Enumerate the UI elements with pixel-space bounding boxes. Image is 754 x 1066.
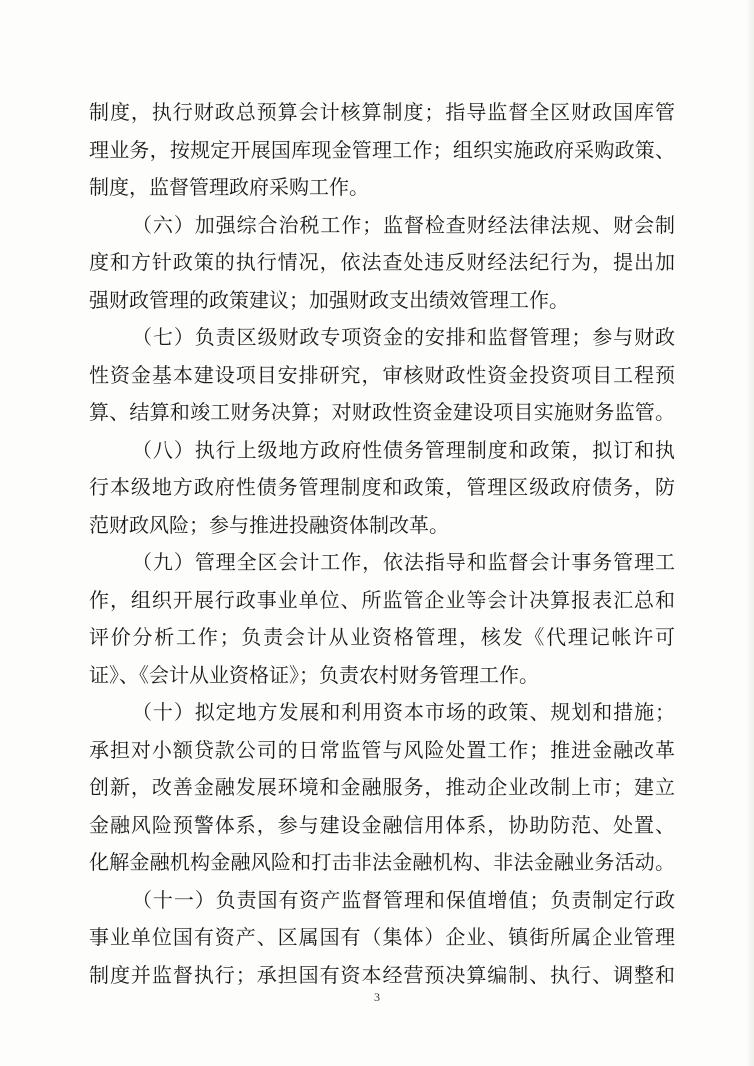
- text-line: 制度，监督管理政府采购工作。: [89, 175, 369, 199]
- text-line: 度和方针政策的执行情况，依法查处违反财经法纪行为，提出加: [89, 250, 675, 274]
- scan-edge-shadow: [746, 0, 754, 1066]
- text-line: 制度，执行财政总预算会计核算制度；指导监督全区财政国库管: [89, 100, 675, 124]
- text-line: 金融风险预警体系，参与建设金融信用体系，协助防范、处置、: [89, 812, 675, 837]
- text-line: （十一）负责国有资产监督管理和保值增值；负责制定行政: [132, 887, 675, 912]
- text-line: 理业务，按规定开展国库现金管理工作；组织实施政府采购政策、: [89, 137, 675, 162]
- text-line: 范财政风险；参与推进投融资体制改革。: [89, 512, 449, 537]
- text-line: （九）管理全区会计工作，依法指导和监督会计事务管理工: [132, 550, 675, 574]
- text-line: 算、结算和竣工财务决算；对财政性资金建设项目实施财务监管。: [89, 400, 675, 424]
- text-line: 制度并监督执行；承担国有资本经营预决算编制、执行、调整和: [89, 962, 675, 987]
- text-line: （十）拟定地方发展和利用资本市场的政策、规划和措施；: [132, 700, 675, 724]
- text-line: 化解金融机构金融风险和打击非法金融机构、非法金融业务活动。: [89, 850, 675, 874]
- text-line: 创新，改善金融发展环境和金融服务，推动企业改制上市；建立: [89, 775, 675, 799]
- text-line: （八）执行上级地方政府性债务管理制度和政策，拟订和执: [132, 437, 675, 462]
- text-line: 承担对小额贷款公司的日常监管与风险处置工作；推进金融改革: [89, 737, 675, 762]
- text-line: （七）负责区级财政专项资金的安排和监督管理；参与财政: [132, 325, 675, 349]
- text-line: 评价分析工作；负责会计从业资格管理，核发《代理记帐许可: [89, 625, 675, 649]
- text-line: 证》、《会计从业资格证》；负责农村财务管理工作。: [89, 662, 539, 687]
- text-line: 事业单位国有资产、区属国有（集体）企业、镇街所属企业管理: [89, 925, 675, 949]
- text-line: 强财政管理的政策建议；加强财政支出绩效管理工作。: [89, 287, 569, 312]
- document-body: [89, 94, 675, 994]
- text-line: 性资金基本建设项目安排研究，审核财政性资金投资项目工程预: [89, 362, 675, 387]
- page-number: 3: [374, 990, 380, 1004]
- text-line: 行本级地方政府性债务管理制度和政策，管理区级政府债务，防: [89, 475, 675, 499]
- text-line: （六）加强综合治税工作；监督检查财经法律法规、财会制: [132, 212, 675, 237]
- text-line: 作，组织开展行政事业单位、所监管企业等会计决算报表汇总和: [89, 587, 675, 612]
